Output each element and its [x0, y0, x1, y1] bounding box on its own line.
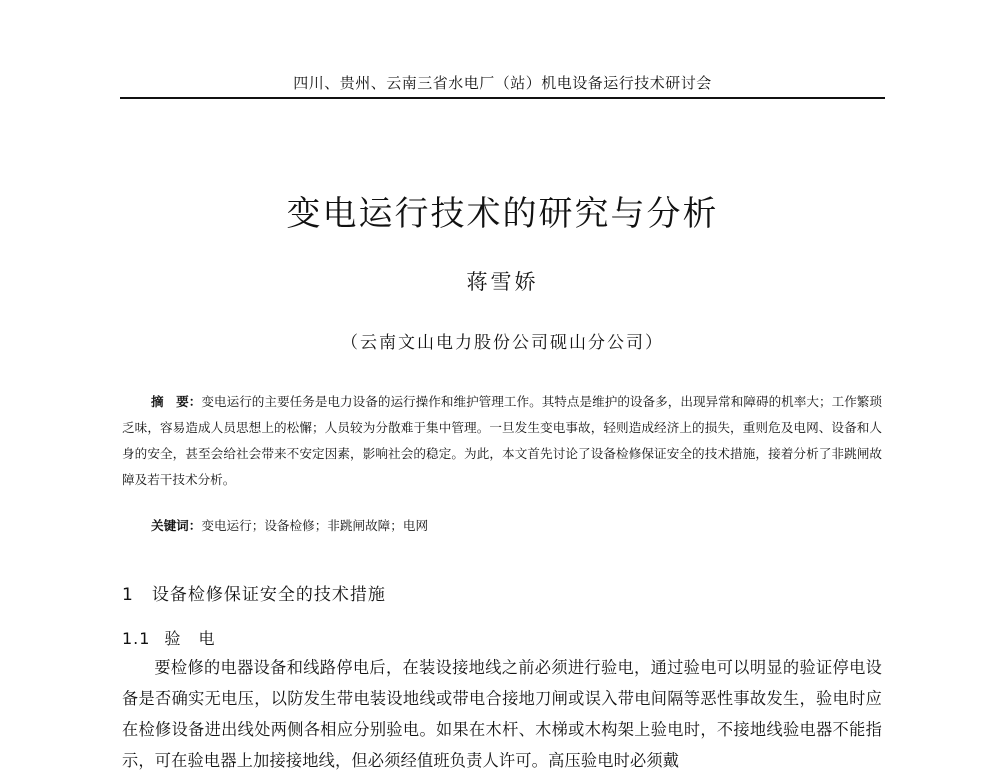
abstract	[122, 389, 882, 493]
abstract-text: 变电运行的主要任务是电力设备的运行操作和维护管理工作。其特点是维护的设备多，出现异常和障碍的机率大；工作繁琐乏味，容易造成人员思想上的松懈；人员较为分散难于集中管理。一旦发生变电事故，轻则造成经济上的损失，重则危及电网、设备和人身的安全，甚至会给社会带来不安定因素，影响社会的稳定。为此，本文首先讨论了设备检修保证安全的技术措施，接着分析了非跳闸故障及若干技术分析。	[122, 394, 883, 487]
section-title: 设备检修保证安全的技术措施	[151, 585, 386, 605]
paper-title: 变电运行技术的研究与分析	[286, 194, 719, 234]
keywords-text: 变电运行；设备检修；非跳闸故障；电网	[201, 518, 429, 533]
header-rule	[120, 97, 885, 99]
abstract-label: 摘 要：	[150, 394, 202, 409]
subsection-heading	[122, 626, 215, 649]
body-paragraph: 要检修的电器设备和线路停电后，在装设接地线之前必须进行验电，通过验电可以明显的验证停电设备是否确实无电压，以防发生带电装设地线或带电合接地刀闸或误入带电间隔等恶性事故发生，验电时应在检修设备进出线处两侧各相应分别验电。如果在木杆、木梯或木构架上验电时，不接地线验电器不能指示，可在验电器上加接接地线，但必须经值班负责人许可。高压验电时必须戴	[122, 658, 882, 770]
subsection-number: 1.1	[122, 629, 151, 648]
author-name: 蒋雪娇	[466, 270, 539, 294]
subsection-title: 验 电	[164, 629, 216, 648]
keywords	[122, 515, 882, 534]
section-heading	[122, 580, 386, 605]
author-affiliation: （云南文山电力股份公司砚山分公司）	[341, 333, 664, 353]
keywords-label: 关键词：	[150, 518, 202, 533]
section-number: 1	[122, 585, 134, 605]
running-header: 四川、贵州、云南三省水电厂（站）机电设备运行技术研讨会	[293, 74, 712, 92]
